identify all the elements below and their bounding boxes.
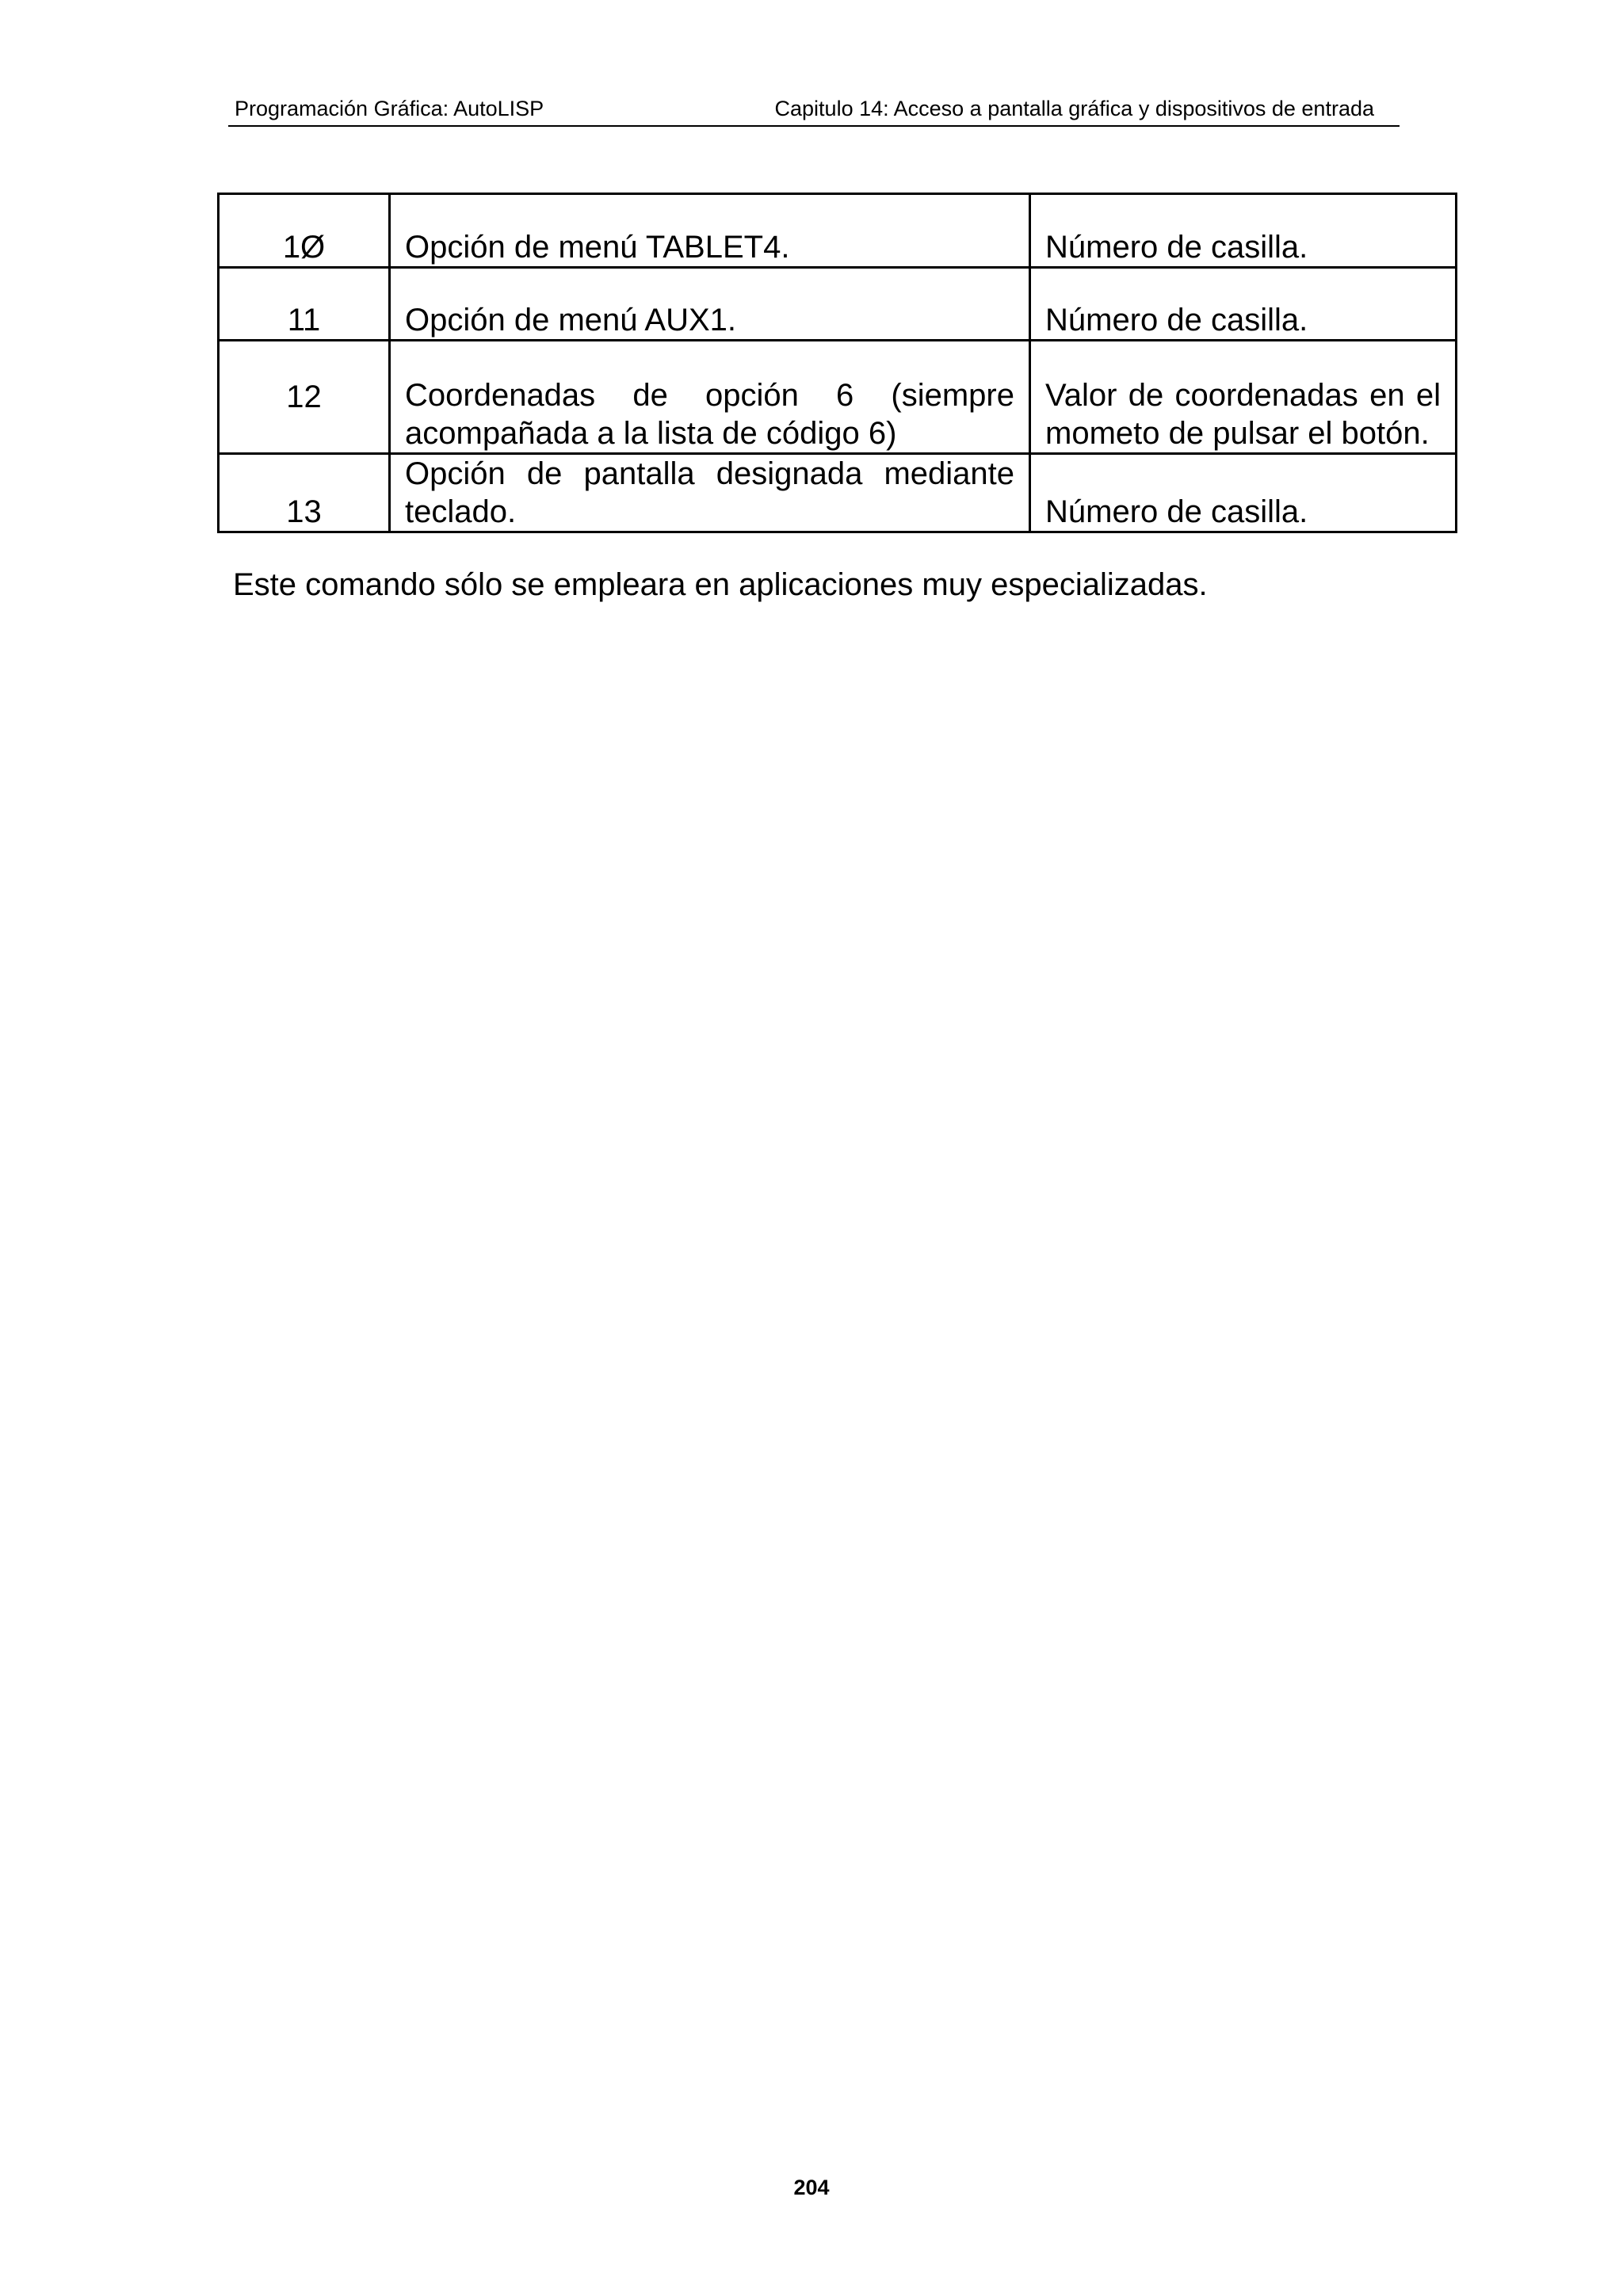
description-cell: Opción de menú AUX1. xyxy=(390,268,1030,341)
value-cell: Número de casilla. xyxy=(1030,268,1457,341)
table-row xyxy=(219,194,1457,268)
description-cell: Coordenadas de opción 6 (siempre acompañada a la lista de código 6) xyxy=(390,341,1030,454)
page-header xyxy=(228,95,1400,127)
code-cell: 12 xyxy=(219,341,390,454)
body-paragraph: Este comando sólo se empleara en aplicaciones muy especializadas. xyxy=(233,567,1208,602)
table-row xyxy=(219,341,1457,454)
code-cell: 13 xyxy=(219,454,390,532)
description-cell: Opción de pantalla designada mediante teclado. xyxy=(390,454,1030,532)
table-row xyxy=(219,454,1457,532)
table-row xyxy=(219,268,1457,341)
header-book-title: Programación Gráfica: AutoLISP xyxy=(235,97,544,120)
value-cell: Número de casilla. xyxy=(1030,454,1457,532)
code-table xyxy=(217,193,1457,533)
header-chapter-title: Capitulo 14: Acceso a pantalla gráfica y dispositivos de entrada xyxy=(774,97,1374,120)
code-cell: 11 xyxy=(219,268,390,341)
value-cell: Valor de coordenadas en el mometo de pulsar el botón. xyxy=(1030,341,1457,454)
value-cell: Número de casilla. xyxy=(1030,194,1457,268)
page-number: 204 xyxy=(793,2176,830,2199)
description-cell: Opción de menú TABLET4. xyxy=(390,194,1030,268)
code-cell: 1Ø xyxy=(219,194,390,268)
